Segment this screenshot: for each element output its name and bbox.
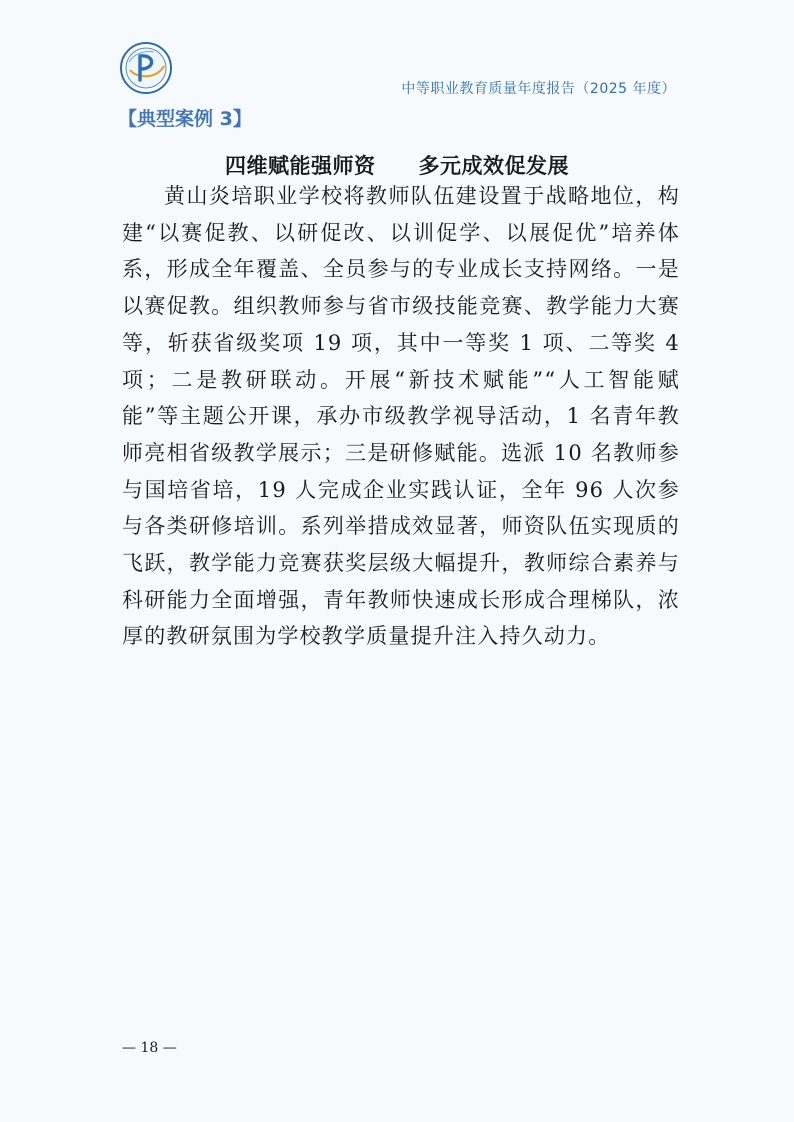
article-body: 黄山炎培职业学校将教师队伍建设置于战略地位，构建“以赛促教、以研促改、以训促学、以展促优”培养体系，形成全年覆盖、全员参与的专业成长支持网络。一是以赛促教。组织教师参与省市级技能竞赛、教学能力大赛等，斩获省级奖项 19 项，其中一等奖 1 项、二等奖 4 项；二是教研联动。开展“新技术赋能”“人工智能赋能”等主题公开课，承办市级教学视导活动，1 名青年教师亮相省级教学展示；三是研修赋能。选派 10 名教师参与国培省培，19 人完成企业实践认证，全年 96 人次参与各类研修培训。系列举措成效显著，师资队伍实现质的飞跃，教学能力竞赛获奖层级大幅提升，教师综合素养与科研能力全面增强，青年教师快速成长形成合理梯队，浓厚的教研氛围为学校教学质量提升注入持久动力。 [122, 184, 680, 649]
school-logo-icon [120, 42, 172, 94]
case-label: 【典型案例 3】 [118, 108, 252, 130]
page-number: — 18 — [122, 1040, 177, 1056]
report-header-title: 中等职业教育质量年度报告（2025 年度） [401, 81, 676, 97]
article-title: 四维赋能强师资 多元成效促发展 [225, 154, 569, 178]
